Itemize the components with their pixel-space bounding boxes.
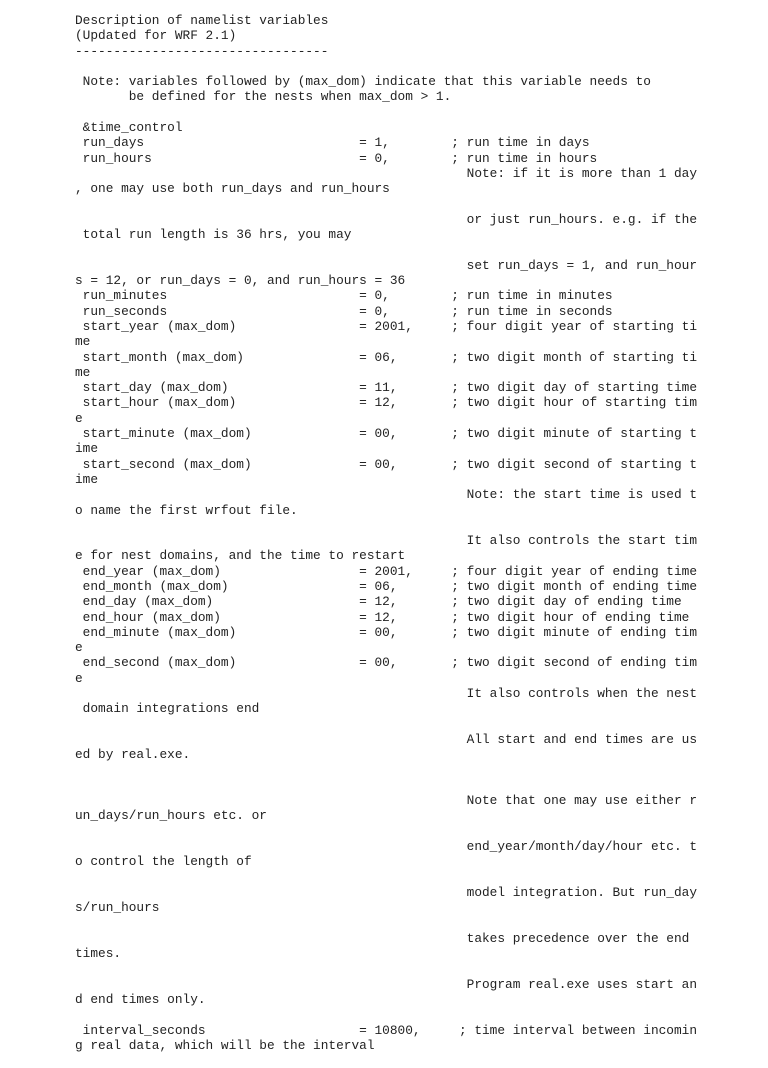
document-line: It also controls when the nest (75, 686, 698, 702)
document-line (75, 870, 697, 885)
document-line: Note: if it is more than 1 day (75, 165, 698, 181)
document-line: ed by real.exe. (75, 747, 191, 763)
document-line: It also controls the start tim (75, 533, 698, 549)
document-line (75, 1053, 697, 1068)
document-line: run_days = 1, ; run time in days (75, 135, 590, 151)
document-line: model integration. But run_day (75, 884, 698, 900)
document-line (75, 105, 697, 120)
document-line (75, 518, 697, 533)
document-line: g real data, which will be the interval (75, 1037, 375, 1053)
document-line: start_minute (max_dom) = 00, ; two digit minute of starting t (75, 426, 698, 442)
document-line (75, 824, 697, 839)
document-line: domain integrations end (75, 701, 260, 717)
namelist-document-text (75, 13, 697, 1068)
document-line: me (75, 334, 91, 350)
document-line: times. (75, 946, 122, 962)
document-line: end_minute (max_dom) = 00, ; two digit minute of ending tim (75, 624, 698, 640)
document-line: total run length is 36 hrs, you may (75, 227, 352, 243)
document-line: run_hours = 0, ; run time in hours (75, 150, 598, 166)
document-line: e (75, 670, 83, 686)
document-line: or just run_hours. e.g. if the (75, 211, 698, 227)
document-line: set run_days = 1, and run_hour (75, 257, 698, 273)
document-line: --------------------------------- (75, 43, 329, 59)
document-line (75, 197, 697, 212)
document-line: un_days/run_hours etc. or (75, 808, 267, 824)
document-line: Note: the start time is used t (75, 487, 698, 503)
document-line: , one may use both run_days and run_hours (75, 181, 390, 197)
document-line: takes precedence over the end (75, 930, 690, 946)
document-line: s = 12, or run_days = 0, and run_hours = 36 (75, 273, 406, 289)
document-line: Program real.exe uses start an (75, 976, 698, 992)
document-line (75, 717, 697, 732)
document-line: start_month (max_dom) = 06, ; two digit month of starting ti (75, 349, 698, 365)
document-line (75, 916, 697, 931)
document-line: interval_seconds = 10800, ; time interval between incomin (75, 1022, 698, 1038)
document-line: start_day (max_dom) = 11, ; two digit day of starting time (75, 380, 698, 396)
document-line: be defined for the nests when max_dom > 1. (75, 89, 452, 105)
document-line (75, 961, 697, 976)
document-line: end_hour (max_dom) = 12, ; two digit hour of ending time (75, 609, 690, 625)
document-line: Description of namelist variables (75, 13, 329, 28)
document-line: All start and end times are us (75, 731, 698, 747)
document-line: me (75, 364, 91, 380)
document-line (75, 59, 697, 74)
document-line: o name the first wrfout file. (75, 502, 298, 518)
document-line (75, 242, 697, 257)
document-line: end_second (max_dom) = 00, ; two digit second of ending tim (75, 655, 698, 671)
document-line: s/run_hours (75, 900, 160, 916)
document-line: (Updated for WRF 2.1) (75, 28, 237, 44)
document-line: end_month (max_dom) = 06, ; two digit month of ending time (75, 578, 698, 594)
document-line: d end times only. (75, 992, 206, 1007)
document-line (75, 778, 697, 793)
document-line: start_second (max_dom) = 00, ; two digit second of starting t (75, 456, 698, 472)
document-line: start_hour (max_dom) = 12, ; two digit hour of starting tim (75, 395, 698, 411)
document-line (75, 1007, 697, 1022)
document-line: end_day (max_dom) = 12, ; two digit day of ending time (75, 594, 682, 610)
document-line: run_minutes = 0, ; run time in minutes (75, 288, 613, 304)
document-line (75, 763, 697, 778)
document-line: end_year (max_dom) = 2001, ; four digit year of ending time (75, 563, 698, 579)
document-line: e for nest domains, and the time to restart (75, 548, 406, 564)
document-line: run_seconds = 0, ; run time in seconds (75, 303, 613, 319)
document-line: start_year (max_dom) = 2001, ; four digit year of starting ti (75, 318, 698, 334)
document-line: o control the length of (75, 854, 252, 870)
document-line: e (75, 410, 83, 426)
document-line: Note that one may use either r (75, 793, 698, 809)
document-line: ime (75, 441, 99, 457)
document-line: e (75, 640, 83, 656)
document-line: end_year/month/day/hour etc. t (75, 839, 698, 855)
document-line: &time_control (75, 120, 183, 136)
document-line: Note: variables followed by (max_dom) indicate that this variable needs to (75, 74, 651, 90)
document-line: ime (75, 471, 99, 487)
